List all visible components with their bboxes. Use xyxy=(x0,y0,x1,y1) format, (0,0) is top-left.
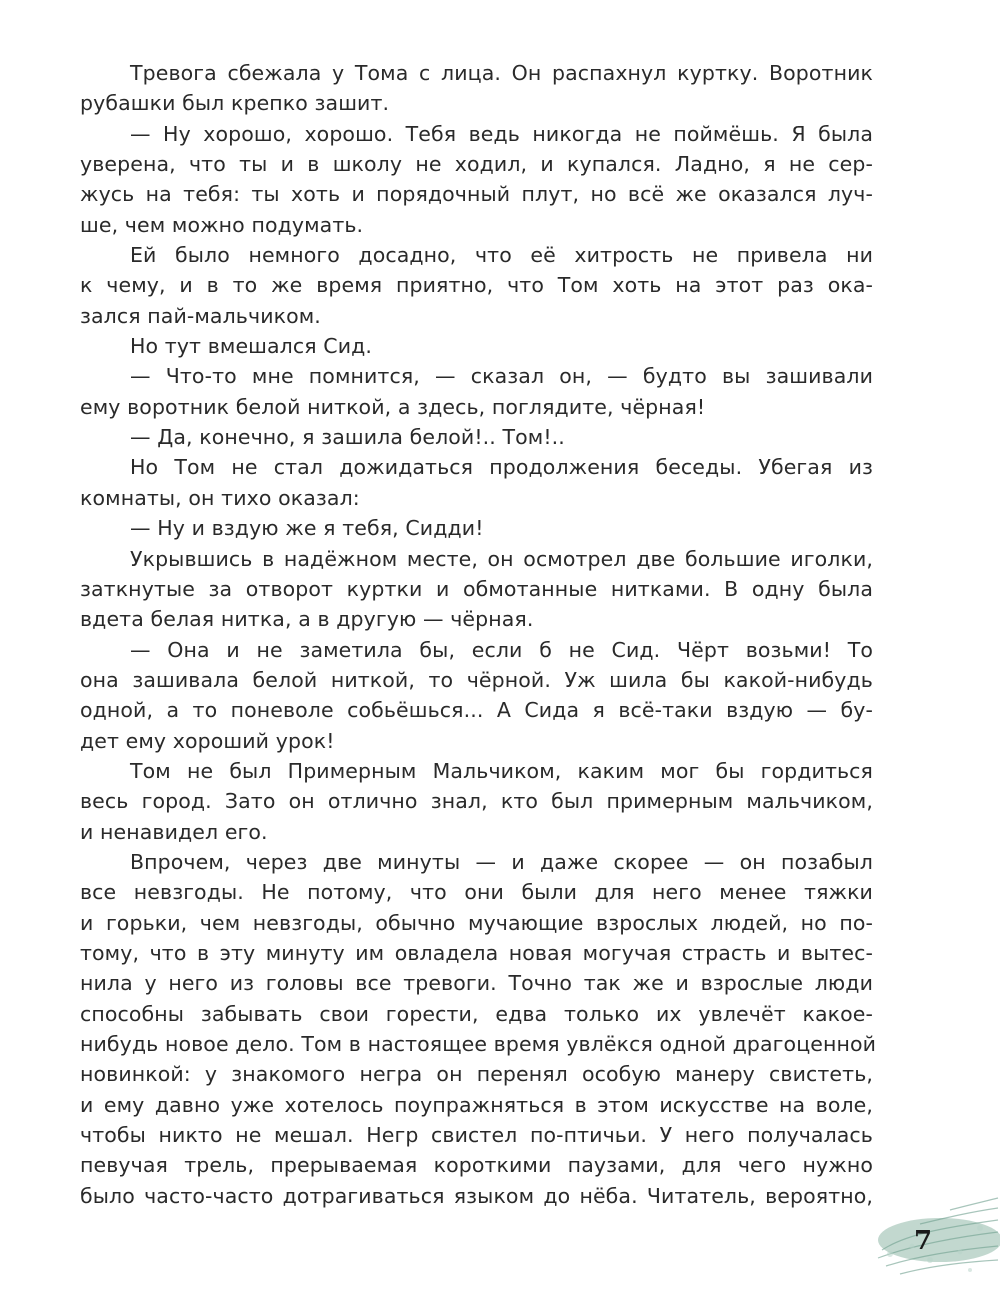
text-line: и ему давно уже хотелось поупражняться в этом искусстве на воле, xyxy=(80,1092,873,1117)
text-line: — Она и не заметила бы, если б не Сид. Чёрт возьми! То xyxy=(130,637,873,662)
text-line: — Ну хорошо, хорошо. Тебя ведь никогда не поймёшь. Я была xyxy=(130,121,873,146)
text-line: певучая трель, прерываемая короткими паузами, для чего нужно xyxy=(80,1153,873,1178)
text-line: она зашивала белой ниткой, то чёрной. Уж шила бы какой-нибудь xyxy=(80,667,873,692)
text-line: дет ему хороший урок! xyxy=(80,728,335,753)
text-line: — Что-то мне помнится, — сказал он, — будто вы зашивали xyxy=(130,364,873,389)
text-line: Впрочем, через две минуты — и даже скорее — он позабыл xyxy=(130,849,873,874)
text-line: тому, что в эту минуту им овладела новая могучая страсть и вытес- xyxy=(80,940,873,965)
text-line: все невзгоды. Не потому, что они были для него менее тяжки xyxy=(80,880,873,905)
text-line: зался пай-мальчиком. xyxy=(80,303,321,328)
text-line: Том не был Примерным Мальчиком, каким мог бы гордиться xyxy=(130,758,873,783)
text-line: новинкой: у знакомого негра он перенял особую манеру свистеть, xyxy=(80,1062,873,1087)
text-line: и ненавидел его. xyxy=(80,819,268,844)
text-line: Но Том не стал дожидаться продолжения беседы. Убегая из xyxy=(130,455,873,480)
text-line: уверена, что ты и в школу не ходил, и купался. Ладно, я не сер- xyxy=(80,152,873,177)
text-line: заткнутые за отворот куртки и обмотанные нитками. В одну была xyxy=(80,576,873,601)
text-line: ему воротник белой ниткой, а здесь, поглядите, чёрная! xyxy=(80,394,706,419)
text-line: весь город. Зато он отлично знал, кто был примерным мальчиком, xyxy=(80,789,873,814)
text-line: ше, чем можно подумать. xyxy=(80,212,364,237)
text-line: нибудь новое дело. Том в настоящее время увлёкся одной драгоценной xyxy=(80,1032,877,1056)
text-line: нила у него из головы все тревоги. Точно так же и взрослые люди xyxy=(80,971,873,996)
text-line: комнаты, он тихо оказал: xyxy=(80,485,360,510)
text-line: — Ну и вздую же я тебя, Сидди! xyxy=(130,516,484,541)
text-line: вдета белая нитка, а в другую — чёрная. xyxy=(80,607,534,632)
page-body-text xyxy=(80,58,877,1211)
text-line: к чему, и в то же время приятно, что Том хоть на этот раз ока- xyxy=(80,273,873,298)
page-number: 7 xyxy=(914,1226,933,1256)
text-line: Но тут вмешался Сид. xyxy=(130,334,373,359)
text-line: — Да, конечно, я зашила белой!.. Том!.. xyxy=(130,425,565,450)
text-line: Укрывшись в надёжном месте, он осмотрел две большие иголки, xyxy=(130,546,873,571)
text-line: рубашки был крепко зашит. xyxy=(80,91,390,116)
text-line: Тревога сбежала у Тома с лица. Он распахнул куртку. Воротник xyxy=(130,61,873,85)
text-line: и горьки, чем невзгоды, обычно мучающие взрослых людей, но по- xyxy=(80,910,873,935)
text-line: способны забывать свои горести, едва только их увлечёт какое- xyxy=(80,1001,873,1026)
text-line: Ей было немного досадно, что её хитрость не привела ни xyxy=(130,243,873,268)
text-line: жусь на тебя: ты хоть и порядочный плут, но всё же оказался луч- xyxy=(80,182,873,207)
text-line: было часто-часто дотрагиваться языком до нёба. Читатель, вероятно, xyxy=(80,1183,873,1208)
text-line: одной, а то поневоле собьёшься... А Сида я всё-таки вздую — бу- xyxy=(80,698,873,723)
text-line: чтобы никто не мешал. Негр свистел по-птичьи. У него получалась xyxy=(80,1123,873,1148)
